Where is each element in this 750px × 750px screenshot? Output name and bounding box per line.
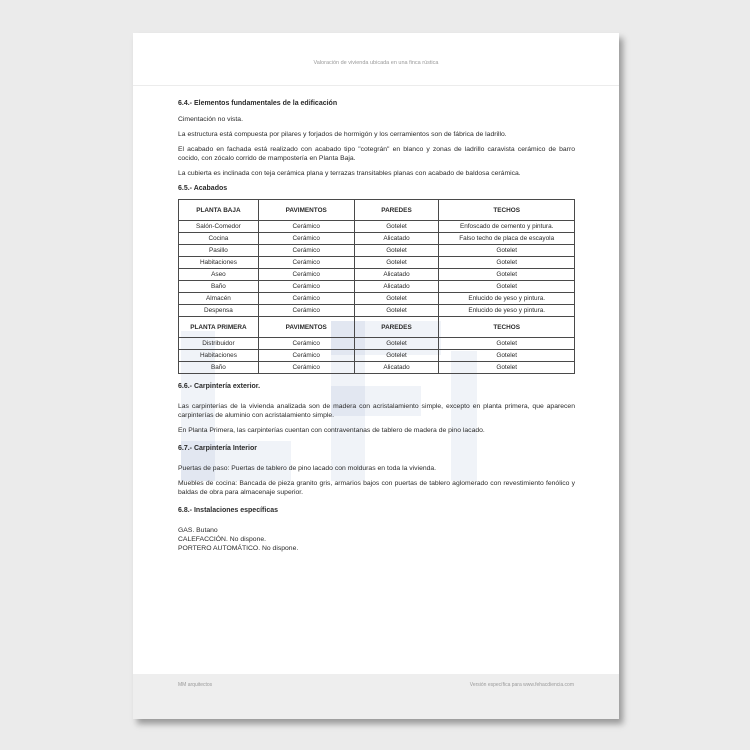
table-cell: Gotelet [354,293,439,305]
table-cell: Salón-Comedor [179,221,259,233]
table-header-row [179,317,575,338]
table-cell: Cerámico [258,293,354,305]
table-cell: Cerámico [258,257,354,269]
table-cell: Enlucido de yeso y pintura. [439,305,575,317]
paragraph: La cubierta es inclinada con teja cerámica plana y terrazas transitables planas con acabado de baldosa cerámica. [178,170,521,177]
table-cell: Enfoscado de cemento y pintura. [439,221,575,233]
table-cell: Alicatado [354,281,439,293]
table-cell: Habitaciones [179,350,259,362]
paragraph: Las carpinterías de la vivienda analizada son de madera con acristalamiento simple, excepto en planta primera, que aparecen carpinterías de aluminio con acristalamiento simple. [178,403,575,419]
table-cell: Gotelet [354,245,439,257]
table-row [179,293,575,305]
table-row [179,257,575,269]
paragraph: Puertas de paso: Puertas de tablero de pino lacado con molduras en toda la vivienda. [178,465,437,472]
table-row [179,362,575,374]
table-cell: Cerámico [258,350,354,362]
table-row [179,350,575,362]
table-cell: Distribuidor [179,338,259,350]
table-cell: Gotelet [439,257,575,269]
table-cell: Gotelet [354,350,439,362]
table-cell: Cerámico [258,245,354,257]
table-header-cell: PAREDES [354,200,439,221]
table-row [179,305,575,317]
table-cell: Gotelet [439,269,575,281]
table-cell: Gotelet [439,338,575,350]
table-row [179,221,575,233]
table-cell: Cocina [179,233,259,245]
document-content [178,99,575,553]
table-cell: Gotelet [439,281,575,293]
table-cell: Gotelet [439,245,575,257]
table-row [179,245,575,257]
table-cell: Baño [179,362,259,374]
table-cell: Gotelet [354,305,439,317]
list-item: CALEFACCIÓN. No dispone. [178,536,267,543]
table-header-cell: PAREDES [354,317,439,338]
table-cell: Cerámico [258,281,354,293]
table-header-cell: TECHOS [439,200,575,221]
table-cell: Alicatado [354,362,439,374]
table-cell: Aseo [179,269,259,281]
table-cell: Habitaciones [179,257,259,269]
paragraph: Cimentación no vista. [178,116,243,123]
paragraph: El acabado en fachada está realizado con acabado tipo "cotegrán" en blanco y zonas de ladrillo caravista cerámico de barro cocido, con zócalo corrido de mampostería en Planta Baja. [178,146,575,162]
table-row [179,338,575,350]
table-cell: Cerámico [258,269,354,281]
table-row [179,269,575,281]
table-cell: Gotelet [354,257,439,269]
table-cell: Cerámico [258,233,354,245]
table-cell: Cerámico [258,221,354,233]
table-cell: Gotelet [439,350,575,362]
table-header-row [179,200,575,221]
finishes-table [178,199,575,374]
footer-left-text: MM arquitectos [178,682,213,688]
table-cell: Despensa [179,305,259,317]
list-item: GAS. Butano [178,527,218,534]
header-title: Valoración de vivienda ubicada en una finca rústica [313,60,439,66]
table-cell: Alicatado [354,233,439,245]
table-header-cell: TECHOS [439,317,575,338]
section-title: 6.8.- Instalaciones específicas [178,507,278,514]
table-row [179,233,575,245]
table-cell: Alicatado [354,269,439,281]
table-cell: Cerámico [258,338,354,350]
document-page [133,33,619,719]
table-cell: Gotelet [354,338,439,350]
list-item: PORTERO AUTOMÁTICO. No dispone. [178,545,299,552]
table-row [179,281,575,293]
table-cell: Pasillo [179,245,259,257]
table-header-cell: PLANTA BAJA [179,200,259,221]
table-header-cell: PLANTA PRIMERA [179,317,259,338]
section-title: 6.4.- Elementos fundamentales de la edificación [178,100,338,107]
footer-right-text: Versión específica para www.fehacdiencia.com [469,682,574,688]
table-cell: Cerámico [258,362,354,374]
paragraph: Muebles de cocina: Bancada de pieza granito gris, armarios bajos con puertas de tablero aglomerado con revestimiento fenólico y baldas de obra para almacenaje superior. [178,480,575,496]
section-title: 6.5.- Acabados [178,185,228,192]
table-cell: Gotelet [439,362,575,374]
section-title: 6.6.- Carpintería exterior. [178,383,261,390]
table-cell: Enlucido de yeso y pintura. [439,293,575,305]
table-cell: Falso techo de placa de escayola [439,233,575,245]
table-cell: Gotelet [354,221,439,233]
table-header-cell: PAVIMENTOS [258,317,354,338]
table-header-cell: PAVIMENTOS [258,200,354,221]
page-header [133,33,619,86]
paragraph: En Planta Primera, las carpinterías cuentan con contraventanas de tablero de madera de pino lacado. [178,427,485,434]
table-cell: Almacén [179,293,259,305]
page-footer [133,674,619,719]
table-cell: Baño [179,281,259,293]
section-title: 6.7.- Carpintería Interior [178,445,257,452]
table-cell: Cerámico [258,305,354,317]
paragraph: La estructura está compuesta por pilares y forjados de hormigón y los cerramientos son de fábrica de ladrillo. [178,131,507,138]
